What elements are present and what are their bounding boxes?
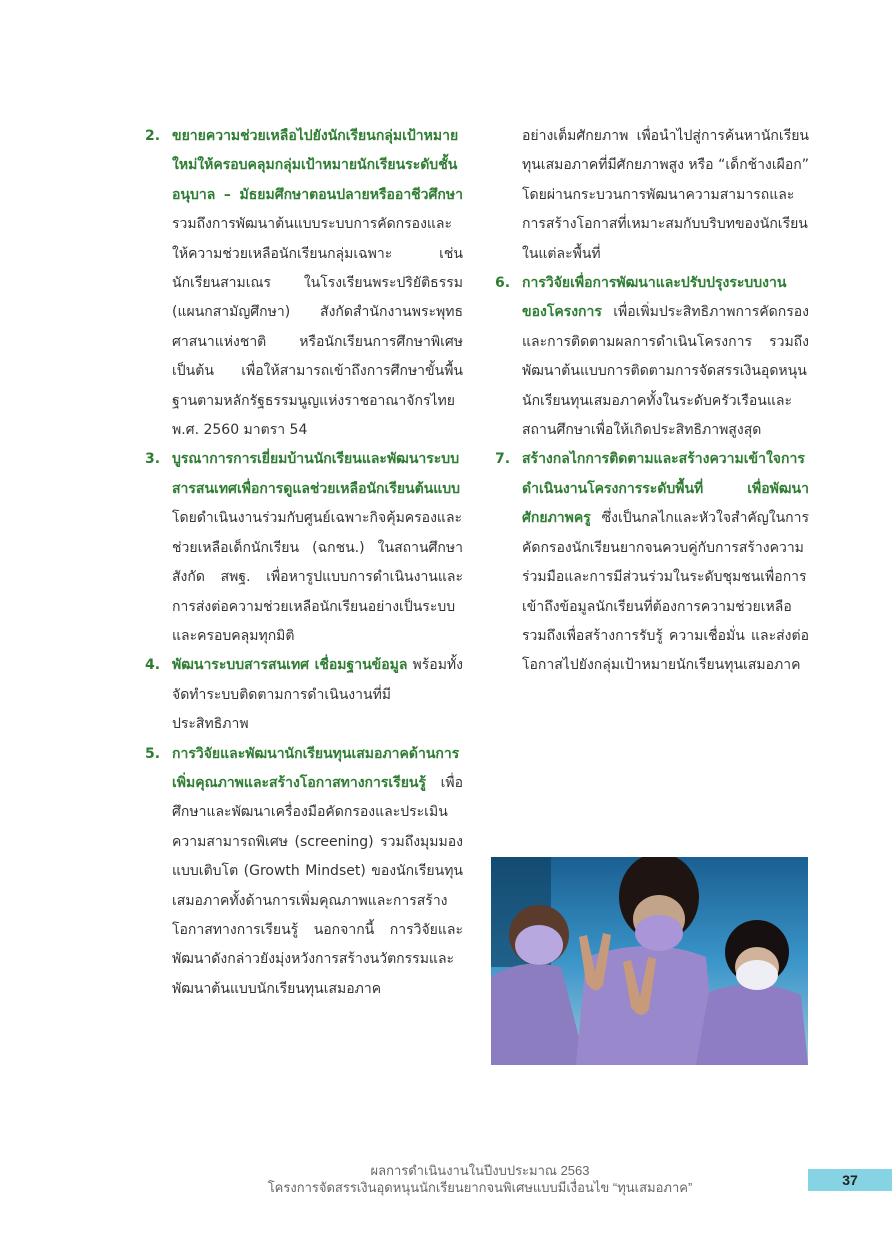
item-body	[522, 445, 809, 680]
item-text: พร้อมทั้งจัดทำระบบติดตามการดำเนินงานที่มีประสิทธิภาพ	[172, 657, 463, 733]
item-number: 3.	[145, 451, 161, 468]
item-body	[172, 740, 463, 1005]
item-heading: บูรณาการการเยี่ยมบ้านนักเรียนและพัฒนาระบบสารสนเทศเพื่อการดูแลช่วยเหลือนักเรียนต้นแบบ	[172, 451, 461, 497]
item-body	[522, 269, 809, 445]
item-number: 7.	[495, 451, 511, 468]
list-item-2	[145, 122, 463, 445]
list-item-3	[145, 445, 463, 651]
item-text: เพื่อเพิ่มประสิทธิภาพการคัดกรองและการติดตามผลการดำเนินโครงการ รวมถึงพัฒนาต้นแบบการติดตามการจัดสรรเงินอุดหนุนนักเรียนทุนเสมอภาคทั้งในระดับครัวเรือนและสถานศึกษาเพื่อให้เกิดประสิทธิภาพสูงสุด	[522, 304, 809, 439]
item-number: 6.	[495, 275, 511, 292]
page-footer	[200, 1162, 760, 1196]
item-heading: การวิจัยและพัฒนานักเรียนทุนเสมอภาคด้านการเพิ่มคุณภาพและสร้างโอกาสทางการเรียนรู้	[172, 745, 460, 791]
item-text: โดยดำเนินงานร่วมกับศูนย์เฉพาะกิจคุ้มครองและช่วยเหลือเด็กนักเรียน (ฉกชน.) ในสถานศึกษาสังกัด สพฐ. เพื่อหารูปแบบการดำเนินงานและการส่งต่อความช่วยเหลือนักเรียนอย่างเป็นระบบและครอบคลุมทุกมิติ	[172, 510, 463, 644]
item-body	[172, 445, 463, 651]
list-item-5	[145, 740, 463, 1005]
item-body	[172, 122, 463, 445]
students-photo	[491, 857, 808, 1065]
item-heading: พัฒนาระบบสารสนเทศ เชื่อมฐานข้อมูล	[172, 657, 408, 674]
list-item-6	[495, 269, 809, 445]
page-number-badge: 37	[808, 1169, 892, 1191]
item-body	[172, 651, 463, 739]
list-item-4	[145, 651, 463, 739]
item-5-continuation: อย่างเต็มศักยภาพ เพื่อนำไปสู่การค้นหานักเรียนทุนเสมอภาคที่มีศักยภาพสูง หรือ “เด็กช้างเผือก” โดยผ่านกระบวนการพัฒนาความสามารถและการสร้างโอกาสที่เหมาะสมกับบริบทของนักเรียนในแต่ละพื้นที่	[522, 128, 809, 262]
footer-line-1: ผลการดำเนินงานในปีงบประมาณ 2563	[370, 1163, 590, 1178]
item-number: 5.	[145, 745, 161, 762]
item-heading: สร้างกลไกการติดตามและสร้างความเข้าใจการดำเนินงานโครงการระดับพื้นที่ เพื่อพัฒนาศักยภาพครู	[522, 451, 809, 527]
item-heading: ขยายความช่วยเหลือไปยังนักเรียนกลุ่มเป้าหมายใหม่ให้ครอบคลุมกลุ่มเป้าหมายนักเรียนระดับชั้นอนุบาล – มัธยมศึกษาตอนปลายหรืออาชีวศึกษา	[172, 128, 463, 203]
item-number: 2.	[145, 128, 161, 144]
list-item-7	[495, 445, 809, 680]
right-column	[495, 122, 809, 681]
left-column	[145, 122, 463, 1004]
item-number: 4.	[145, 657, 161, 674]
footer-line-2: โครงการจัดสรรเงินอุดหนุนนักเรียนยากจนพิเศษแบบมีเงื่อนไข “ทุนเสมอภาค”	[267, 1180, 693, 1195]
item-heading: การวิจัยเพื่อการพัฒนาและปรับปรุงระบบงานของโครงการ	[522, 275, 787, 321]
students-photo-illustration	[491, 857, 808, 1065]
item-text: รวมถึงการพัฒนาต้นแบบระบบการคัดกรองและให้ความช่วยเหลือนักเรียนกลุ่มเฉพาะ เช่น นักเรียนสามเณร ในโรงเรียนพระปริยัติธรรม (แผนกสามัญศึกษา) สังกัดสำนักงานพระพุทธศาสนาแห่งชาติ หรือนักเรียนการศึกษาพิเศษ เป็นต้น เพื่อให้สามารถเข้าถึงการศึกษาขั้นพื้นฐานตามหลักรัฐธรรมนูญแห่งราชอาณาจักรไทย พ.ศ. 2560 มาตรา 54	[172, 216, 463, 439]
item-text: ซึ่งเป็นกลไกและหัวใจสำคัญในการคัดกรองนักเรียนยากจนควบคู่กับการสร้างความร่วมมือและการมีส่วนร่วมในระดับชุมชนเพื่อการเข้าถึงข้อมูลนักเรียนที่ต้องการความช่วยเหลือ รวมถึงเพื่อสร้างการรับรู้ ความเชื่อมั่น และส่งต่อโอกาสไปยังกลุ่มเป้าหมายนักเรียนทุนเสมอภาค	[522, 510, 809, 674]
item-text: เพื่อศึกษาและพัฒนาเครื่องมือคัดกรองและประเมินความสามารถพิเศษ (screening) รวมถึงมุมมองแบบเติบโต (Growth Mindset) ของนักเรียนทุนเสมอภาคทั้งด้านการเพิ่มคุณภาพและการสร้างโอกาสทางการเรียนรู้ นอกจากนี้ การวิจัยและพัฒนาดังกล่าวยังมุ่งหวังการสร้างนวัตกรรมและพัฒนาต้นแบบนักเรียนทุนเสมอภาค	[172, 774, 463, 997]
